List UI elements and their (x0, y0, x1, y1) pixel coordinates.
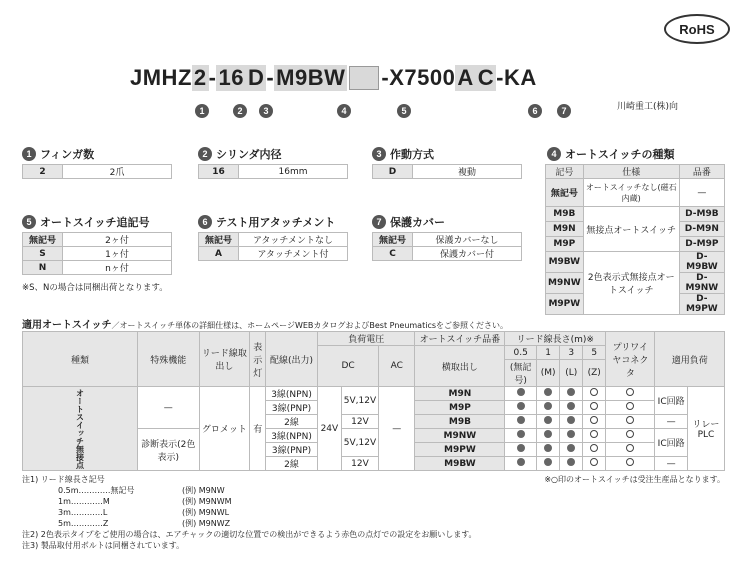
sec7-val: 保護カバーなし (413, 233, 522, 247)
sec4-code: M9P (546, 237, 584, 252)
h-l1s: (M) (536, 360, 559, 387)
note-len: 5m…………Z (58, 519, 109, 528)
applicable-subtitle: ／オートスイッチ単体の詳細仕様は、ホームページWEBカタログおよびBest Pneumaticsをご参照ください。 (111, 321, 509, 330)
order-ring (590, 444, 598, 452)
sec4-title: オートスイッチの種類 (565, 148, 675, 161)
note-right: ※○印のオートスイッチは受注生産品となります。 (544, 475, 725, 484)
order-ring (590, 388, 598, 396)
h-l3s: (L) (560, 360, 583, 387)
order-ring (626, 388, 634, 396)
sec5-key: 無記号 (23, 233, 63, 247)
avail-dot (517, 444, 525, 452)
sec7-key: 無記号 (373, 233, 413, 247)
sec4-code: M9BW (546, 252, 584, 273)
kawasaki-label: 川崎重工(株)向 (617, 102, 679, 112)
callout-7: 7 (557, 104, 571, 118)
sec7-key: C (373, 247, 413, 261)
sec2-header (198, 146, 282, 162)
switch-table (22, 331, 725, 471)
model-dash: - (266, 65, 275, 90)
lead-grommet: グロメット (199, 387, 250, 471)
sec5-key: N (23, 261, 63, 275)
volt-ac: — (379, 387, 415, 471)
volt-dc: 5V,12V (341, 429, 378, 457)
avail-dot (544, 444, 552, 452)
sec1-val: 2爪 (63, 165, 172, 179)
volt-dc: 5V,12V (341, 387, 378, 415)
sec6-title: テスト用アタッチメント (216, 216, 336, 229)
avail-dot (517, 402, 525, 410)
sec7-val: 保護カバー付 (413, 247, 522, 261)
sec6-val: アタッチメントなし (239, 233, 348, 247)
sec4-code: M9N (546, 222, 584, 237)
order-ring (626, 416, 634, 424)
sec1-table (22, 164, 172, 179)
model-switch: M9BW (276, 65, 346, 90)
volt-24v: 24V (317, 387, 341, 471)
load-ic: IC回路 (655, 387, 687, 415)
sec3-num: 3 (372, 147, 386, 161)
sec4-h-spec: 仕様 (583, 165, 679, 179)
h-lamp: 表示灯 (250, 332, 266, 387)
sec5-val: 2ヶ付 (63, 233, 172, 247)
sec4-part: D-M9P (679, 237, 724, 252)
model-code (130, 62, 537, 94)
sec2-title: シリンダ内径 (216, 148, 282, 161)
note-len: 0.5m…………無記号 (58, 486, 135, 495)
note-len: 1m…………M (58, 497, 110, 506)
sec1-num: 1 (22, 147, 36, 161)
sec6-header (198, 214, 335, 230)
h-l5s: (Z) (583, 360, 606, 387)
avail-dot (567, 444, 575, 452)
h-l05s: (無記号) (505, 360, 537, 387)
sec6-val: アタッチメント付 (239, 247, 348, 261)
sec2-table (198, 164, 348, 179)
h-ac: AC (379, 346, 415, 387)
h-func: 特殊機能 (138, 332, 200, 387)
h-pre: プリワイヤコネクタ (606, 332, 655, 387)
note-ex: (例) M9NW (182, 486, 225, 495)
load-none: — (655, 457, 687, 471)
model-fingers: 2 (193, 65, 207, 90)
order-ring (626, 458, 634, 466)
model-switch-qty-box (349, 66, 379, 90)
sec5-title: オートスイッチ追記号 (40, 216, 150, 229)
sec3-key: D (373, 165, 413, 179)
sec3-header (372, 146, 434, 162)
h-l1: 1 (536, 346, 559, 360)
avail-dot (544, 402, 552, 410)
avail-dot (567, 388, 575, 396)
h-dir: 横取出し (415, 346, 505, 387)
part-code: M9B (415, 415, 505, 429)
sec4-code: M9PW (546, 294, 584, 315)
applicable-title (22, 316, 508, 331)
h-l05: 0.5 (505, 346, 537, 360)
sec4-num: 4 (547, 147, 561, 161)
sec4-code: M9B (546, 207, 584, 222)
sec4-part: D-M9N (679, 222, 724, 237)
h-wiring: 配線(出力) (266, 332, 318, 387)
model-dash: - (208, 65, 217, 90)
sec3-title: 作動方式 (390, 148, 434, 161)
note3: 注3) 製品取付用ボルトは同梱されています。 (22, 541, 185, 550)
wiring: 3線(PNP) (266, 401, 318, 415)
h-part: オートスイッチ品番 (415, 332, 505, 346)
callout-1: 1 (195, 104, 209, 118)
applicable-title-main: 適用オートスイッチ (22, 320, 112, 331)
sec4-h-part: 品番 (679, 165, 724, 179)
volt-dc: 12V (341, 415, 378, 429)
sec4-header (547, 146, 674, 162)
order-ring (590, 402, 598, 410)
sec4-group2: 2色表示式無接点オートスイッチ (583, 252, 679, 315)
sec7-header (372, 214, 445, 230)
h-volt: 負荷電圧 (317, 332, 414, 346)
avail-dot (544, 416, 552, 424)
model-attach: A (457, 65, 474, 90)
h-dc: DC (317, 346, 378, 387)
order-ring (590, 416, 598, 424)
order-ring (626, 402, 634, 410)
sec4-h-code: 記号 (546, 165, 584, 179)
part-code: M9P (415, 401, 505, 415)
h-len: リード線長さ(m)※ (505, 332, 606, 346)
order-ring (590, 430, 598, 438)
sec2-key: 16 (199, 165, 239, 179)
sec6-table (198, 232, 348, 261)
sec5-key: S (23, 247, 63, 261)
func-diag: 診断表示(2色表示) (138, 429, 200, 471)
wiring: 3線(NPN) (266, 387, 318, 401)
h-type: 種類 (23, 332, 138, 387)
callout-5: 5 (397, 104, 411, 118)
callout-2: 2 (233, 104, 247, 118)
avail-dot (544, 458, 552, 466)
load-none: — (655, 415, 687, 429)
part-code: M9NW (415, 429, 505, 443)
note1: 注1) リード線長さ記号 (22, 475, 105, 484)
callout-6: 6 (528, 104, 542, 118)
sec4-row0-part: — (679, 179, 724, 207)
volt-dc: 12V (341, 457, 378, 471)
h-lead: リード線取出し (199, 332, 250, 387)
sec5-num: 5 (22, 215, 36, 229)
wiring: 3線(PNP) (266, 443, 318, 457)
note-ex: (例) M9NWL (182, 508, 230, 517)
sec1-header (22, 146, 94, 162)
sec5-val: 1ヶ付 (63, 247, 172, 261)
model-x: -X7500 (381, 65, 456, 90)
avail-dot (544, 430, 552, 438)
callout-3: 3 (259, 104, 273, 118)
sec4-part: D-M9B (679, 207, 724, 222)
model-series: JMHZ (130, 65, 192, 90)
sec5-header (22, 214, 149, 230)
sec5-val: nヶ付 (63, 261, 172, 275)
avail-dot (544, 388, 552, 396)
avail-dot (567, 458, 575, 466)
wiring: 3線(NPN) (266, 429, 318, 443)
sec7-title: 保護カバー (390, 216, 445, 229)
part-code: M9N (415, 387, 505, 401)
order-ring (590, 458, 598, 466)
note-ex: (例) M9NWM (182, 497, 232, 506)
sec1-title: フィンガ数 (40, 148, 95, 161)
sec3-val: 複動 (413, 165, 522, 179)
sec4-row0-code: 無記号 (546, 179, 584, 207)
model-action: D (247, 65, 265, 90)
sec6-num: 6 (198, 215, 212, 229)
sec7-table (372, 232, 522, 261)
callout-4: 4 (337, 104, 351, 118)
sec3-table (372, 164, 522, 179)
sec4-group1: 無接点オートスイッチ (583, 207, 679, 252)
sec4-part: D-M9NW (679, 273, 724, 294)
note-len: 3m…………L (58, 508, 108, 517)
lamp-yes: 有 (250, 387, 266, 471)
sec5-note: ※S、Nの場合は同梱出荷となります。 (22, 283, 168, 293)
model-cover: C (477, 65, 495, 90)
sec4-row0-spec: オートスイッチなし(磁石内蔵) (583, 179, 679, 207)
rohs-mark: RoHS (664, 14, 730, 44)
load-ic: IC回路 (655, 429, 687, 457)
sec2-val: 16mm (239, 165, 348, 179)
sec4-part: D-M9PW (679, 294, 724, 315)
order-ring (626, 430, 634, 438)
avail-dot (517, 430, 525, 438)
sec6-key: 無記号 (199, 233, 239, 247)
func-none: — (138, 387, 200, 429)
sec4-code: M9NW (546, 273, 584, 294)
note-ex: (例) M9NWZ (182, 519, 231, 528)
sec5-table (22, 232, 172, 275)
order-ring (626, 444, 634, 452)
sec6-key: A (199, 247, 239, 261)
h-load: 適用負荷 (655, 332, 725, 387)
model-ka: -KA (496, 65, 537, 90)
avail-dot (517, 416, 525, 424)
avail-dot (567, 430, 575, 438)
sec2-num: 2 (198, 147, 212, 161)
part-code: M9PW (415, 443, 505, 457)
part-code: M9BW (415, 457, 505, 471)
sec7-num: 7 (372, 215, 386, 229)
wiring: 2線 (266, 457, 318, 471)
sec1-key: 2 (23, 165, 63, 179)
notes (22, 474, 725, 551)
avail-dot (517, 458, 525, 466)
sec4-table (545, 164, 725, 315)
model-bore: 16 (218, 65, 244, 90)
avail-dot (567, 402, 575, 410)
h-l3: 3 (560, 346, 583, 360)
switch-type: オートスイッチ無接点 (23, 387, 138, 471)
wiring: 2線 (266, 415, 318, 429)
load-relay: リレーPLC (687, 387, 724, 471)
note2: 注2) 2色表示タイプをご使用の場合は、エアチャックの適切な位置での検出ができるよう赤色の点灯での設定をお願いします。 (22, 530, 477, 539)
avail-dot (517, 388, 525, 396)
sec4-part: D-M9BW (679, 252, 724, 273)
h-l5: 5 (583, 346, 606, 360)
avail-dot (567, 416, 575, 424)
